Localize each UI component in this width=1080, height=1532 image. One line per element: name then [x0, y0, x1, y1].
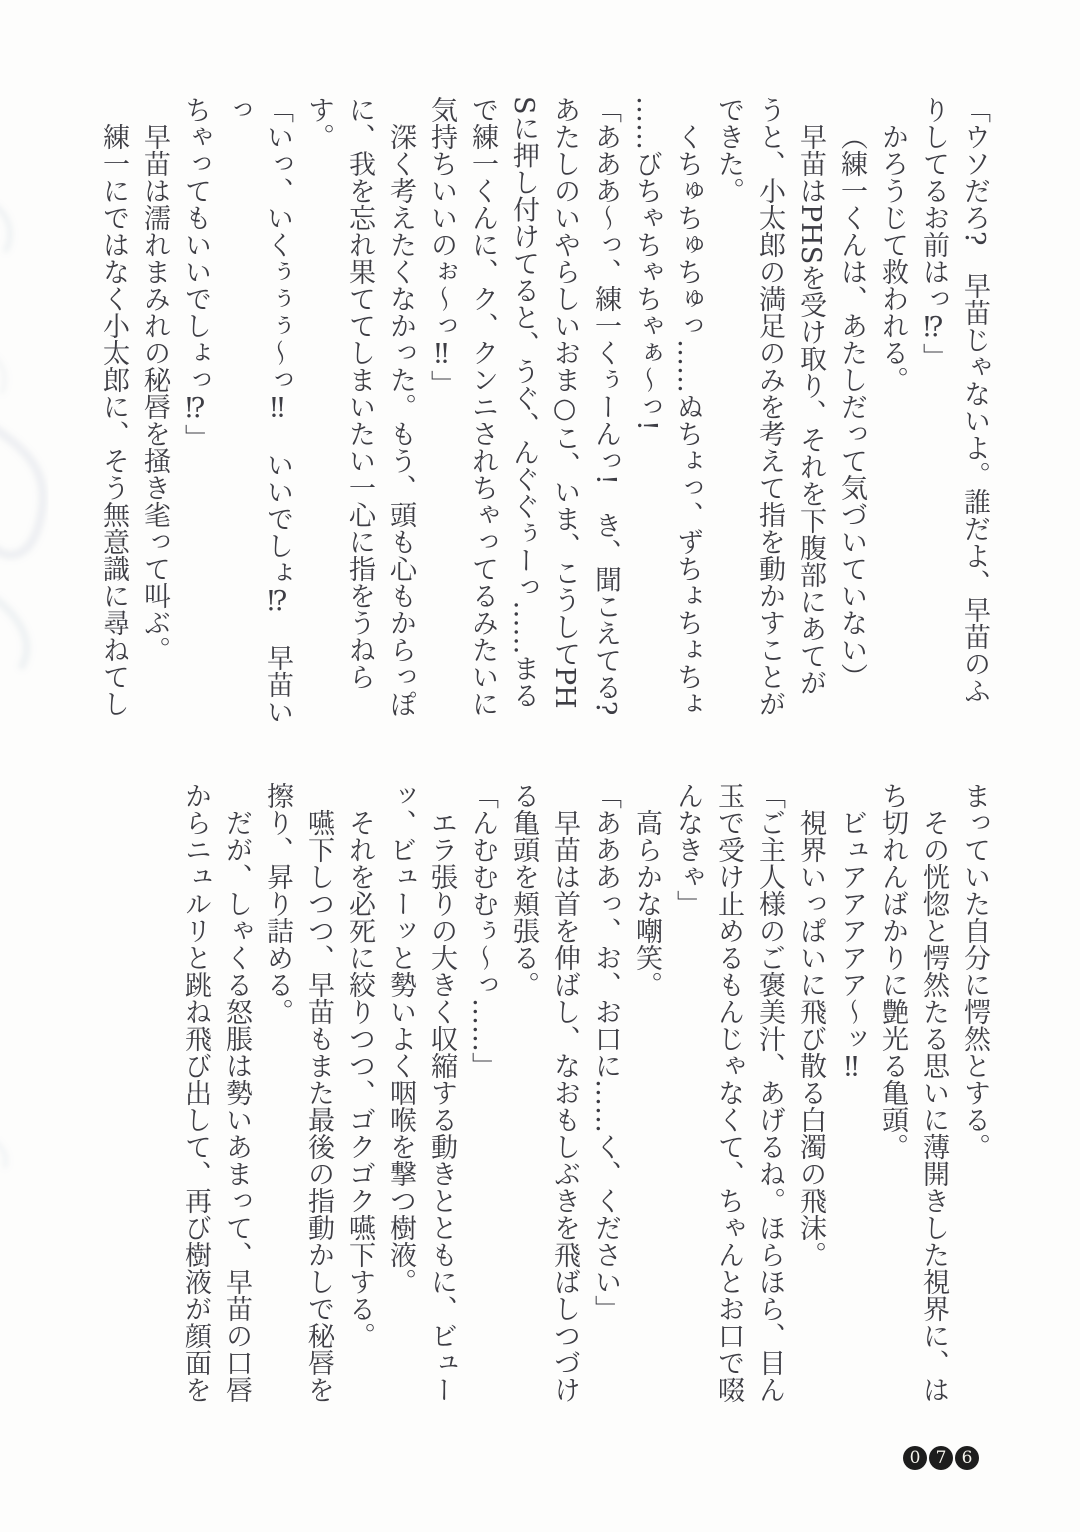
text-column: で練一くんに、ク、クンニされちゃってるみたいに — [467, 96, 498, 717]
text-column: だが、しゃくる怒脹は勢いあまって、早苗の口唇 — [221, 809, 252, 1403]
text-column: 視界いっぱいに飛び散る白濁の飛沫。 — [795, 809, 826, 1268]
text-column: ……びちゃちゃちゃぁ〜っ! — [631, 96, 662, 431]
text-column: ビュアアアアア〜ッ‼ — [836, 809, 867, 1083]
text-column: 「あああっ、お、お口に……く、ください」 — [590, 782, 621, 1322]
text-column: んなきゃ」 — [672, 782, 703, 917]
text-column: 玉で受け止めるもんじゃなくて、ちゃんとお口で啜 — [713, 782, 744, 1403]
text-column: 「んむむむぅ〜っ……」 — [467, 782, 498, 1079]
text-column: 「あああ〜っ、練一くぅーんっ! き、聞こえてる? — [590, 96, 621, 716]
text-column: Sに押し付けてると、うぐ、んぐぐぅーっ……まる — [508, 96, 539, 709]
page-number — [903, 1446, 979, 1470]
text-column: ちゃってもいいでしょっ⁉」 — [180, 96, 211, 451]
text-column: それを必死に絞りつつ、ゴクゴク嚥下する。 — [344, 809, 375, 1349]
text-column: 深く考えたくなかった。もう、頭も心もからっぽ — [385, 123, 416, 717]
text-block-bottom — [175, 782, 995, 1414]
text-column: その恍惚と愕然たる思いに薄開きした視界に、は — [918, 809, 949, 1403]
text-column: 「ウソだろ? 早苗じゃないよ。誰だよ、早苗のふ — [959, 96, 990, 705]
text-column: うと、小太郎の満足のみを考えて指を動かすことが — [754, 96, 785, 717]
text-column: あたしのいやらしいおま○こ、いま、こうしてPH — [549, 96, 580, 709]
text-block-top — [98, 96, 995, 728]
text-column: 早苗は首を伸ばし、なおもしぶきを飛ばしつづけ — [549, 809, 580, 1403]
text-column: 「ご主人様のご褒美汁、あげるね。ほらほら、目ん — [754, 782, 785, 1403]
text-column: エラ張りの大きく収縮する動きとともに、ビュー — [426, 809, 457, 1403]
text-column: ち切れんばかりに艶光る亀頭。 — [877, 782, 908, 1160]
text-column: に、我を忘れ果ててしまいたい一心に指をうねらす。 — [303, 96, 375, 690]
text-column: 嚥下しつつ、早苗もまた最後の指動かしで秘唇を — [303, 809, 334, 1403]
text-column: 「いっ、いくぅぅぅ〜っ‼ いいでしょ⁉ 早苗いっ — [221, 96, 293, 725]
text-column: 高らかな嘲笑。 — [631, 809, 662, 998]
text-column: できた。 — [713, 96, 744, 204]
page-number-digit: 7 — [929, 1446, 953, 1470]
text-column: 擦り、昇り詰める。 — [262, 782, 293, 1025]
page-number-digit: 6 — [955, 1446, 979, 1470]
text-column: 早苗はPHSを受け取り、それを下腹部にあてが — [795, 123, 826, 697]
text-column: まっていた自分に愕然とする。 — [959, 782, 990, 1160]
text-column: る亀頭を頬張る。 — [508, 782, 539, 998]
page-number-digit: 0 — [903, 1446, 927, 1470]
text-column: ッ、ビューッと勢いよく咽喉を撃つ樹液。 — [385, 782, 416, 1295]
text-column: （練一くんは、あたしだって気づいていない） — [836, 123, 867, 690]
text-column: 早苗は濡れまみれの秘唇を掻き毟って叫ぶ。 — [139, 123, 170, 663]
text-column: くちゅちゅちゅっ……ぬちょっ、ずちょちょちょ — [672, 123, 703, 717]
text-column: りしてるお前はっ⁉」 — [918, 96, 949, 370]
text-column: かろうじて救われる。 — [877, 123, 908, 393]
text-column: からニュルリと跳ね飛び出して、再び樹液が顔面を — [180, 782, 211, 1403]
text-column: 練一にではなく小太郎に、そう無意識に尋ねてし — [98, 123, 129, 717]
text-column: 気持ちいいのぉ〜っ‼」 — [426, 96, 457, 397]
